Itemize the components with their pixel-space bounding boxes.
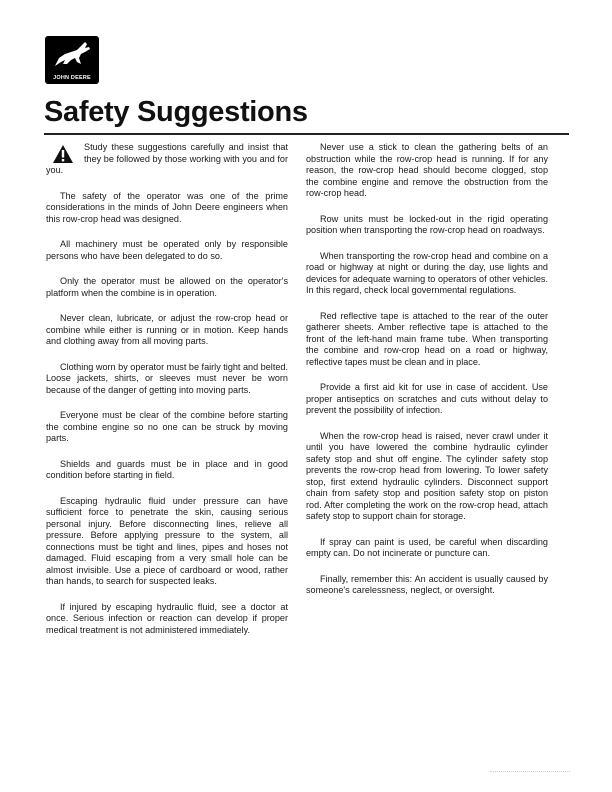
- left-column: [46, 142, 288, 650]
- paragraph: Row units must be locked-out in the rigid operating position when transporting the row-crop head on roadways.: [306, 213, 548, 235]
- paragraph: Finally, remember this: An accident is usually caused by someone's carelessness, neglect, or oversight.: [306, 573, 548, 595]
- intro-paragraph: [46, 142, 288, 177]
- paragraph: Escaping hydraulic fluid under pressure can have sufficient force to penetrate the skin, causing serious personal injury. Before disconnecting lines, relieve all pressure. Before applying pressure to the system, all connections must be tight and lines, pipes and hoses not damaged. Fluid escaping from a very small hole can be almost invisible. Use a piece of cardboard or wood, rather than hands, to search for suspected leaks.: [46, 495, 288, 586]
- paragraph: If spray can paint is used, be careful when discarding empty can. Do not incinerate or puncture can.: [306, 536, 548, 558]
- paragraph: The safety of the operator was one of the prime considerations in the minds of John Deere engineers when this row-crop head was designed.: [46, 190, 288, 224]
- paragraph: All machinery must be operated only by responsible persons who have been delegated to do so.: [46, 239, 288, 261]
- john-deere-logo: [45, 36, 99, 84]
- paragraph: Red reflective tape is attached to the rear of the outer gatherer sheets. Amber reflective tape is attached to the front of the left-hand main frame tube. When transporting the combine and row-crop head on a road or highway, reflective tapes must be clean and in place.: [306, 310, 548, 367]
- paragraph-text: Study these suggestions carefully and insist that they be followed by those working with you and for you.: [46, 142, 288, 175]
- leaping-deer-icon: [45, 36, 99, 76]
- right-column: [306, 142, 548, 611]
- paragraph: If injured by escaping hydraulic fluid, see a doctor at once. Serious infection or reaction can develop if proper medical treatment is not administered immediately.: [46, 601, 288, 635]
- scan-artifact: [490, 771, 570, 773]
- paragraph: When the row-crop head is raised, never crawl under it until you have lowered the combine hydraulic cylinder safety stop and shut off engine. The cylinder safety stop prevents the row-crop head from lowering. To lower safety stop, first extend hydraulic cylinders. Disconnect support chain from safety stop and position safety stop on piston rod. After completing the work on the row-crop head, attach safety stop to support chain for storage.: [306, 430, 548, 521]
- paragraph: Only the operator must be allowed on the operator's platform when the combine is in operation.: [46, 276, 288, 298]
- paragraph: Shields and guards must be in place and in good condition before starting in field.: [46, 458, 288, 480]
- paragraph: Everyone must be clear of the combine before starting the combine engine so no one can be struck by moving parts.: [46, 410, 288, 443]
- page-title: Safety Suggestions: [44, 96, 308, 128]
- warning-icon: [52, 144, 74, 164]
- paragraph: Never clean, lubricate, or adjust the row-crop head or combine while either is running or in motion. Keep hands and clothing away from all moving parts.: [46, 313, 288, 346]
- title-rule: [44, 133, 569, 135]
- paragraph: Provide a first aid kit for use in case of accident. Use proper antiseptics on scratches and cuts without delay to prevent the possibility of infection.: [306, 382, 548, 415]
- paragraph: Never use a stick to clean the gathering belts of an obstruction while the row-crop head is running. If for any reason, the row-crop head should become clogged, stop the combine engine and remove the obstruction from the row-crop head.: [306, 142, 548, 198]
- paragraph: When transporting the row-crop head and combine on a road or highway at night or during the day, use lights and devices for adequate warning to operators of other vehicles. In this regard, check local governmental regulations.: [306, 250, 548, 295]
- logo-text: JOHN DEERE: [53, 75, 91, 81]
- paragraph: Clothing worn by operator must be fairly tight and belted. Loose jackets, shirts, or sleeves must never be worn because of the danger of getting into moving parts.: [46, 361, 288, 395]
